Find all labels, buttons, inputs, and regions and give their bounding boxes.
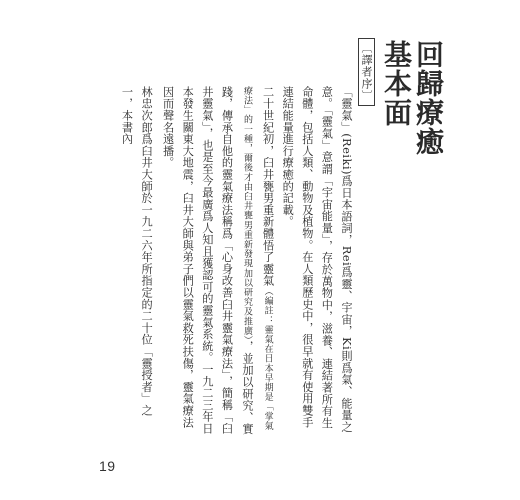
paragraph-3: 林忠次郎爲臼井大師於一九二六年所指定的二十位「靈授者」之一，本書內 xyxy=(120,86,154,417)
editor-note: （編註：靈氣在日本早期是「掌氣療法」的一種，爾後才由臼井甕男重新發現加以研究及推廣） xyxy=(242,86,273,431)
section-tag: 〔譯者序〕 xyxy=(358,38,375,106)
chapter-heading xyxy=(358,38,445,168)
paragraph-2-text-cont: ，並加以研究、實踐，傳承自他的靈氣療法稱爲「心身改善臼井靈氣療法」，簡稱「臼井靈氣」，也是至今最廣爲人知且獲認可的靈氣系統。一九二三年日本發生關東大地震，臼井大師與弟子們以靈氣救死扶傷，靈氣療法因而聲名遠播。 xyxy=(161,86,255,436)
chapter-title: 回歸療癒基本面 xyxy=(380,40,445,156)
paragraph-2 xyxy=(158,86,278,438)
page-number: 19 xyxy=(99,458,116,474)
body-text xyxy=(100,86,356,438)
paragraph-1: 「靈氣」(Reiki)爲日本語詞，Rei爲靈、宇宙，Ki則爲氣、能量之意。「靈氣」意謂「宇宙能量」，存於萬物中，滋養、連結著所有生命體，包括人類、動物及植物。在人類歷史中，很早就有使用雙手連結能量進行療癒的記載。 xyxy=(281,86,353,433)
paragraph-2-text: 二十世紀初，臼井甕男重新體悟了靈氣 xyxy=(261,86,275,287)
